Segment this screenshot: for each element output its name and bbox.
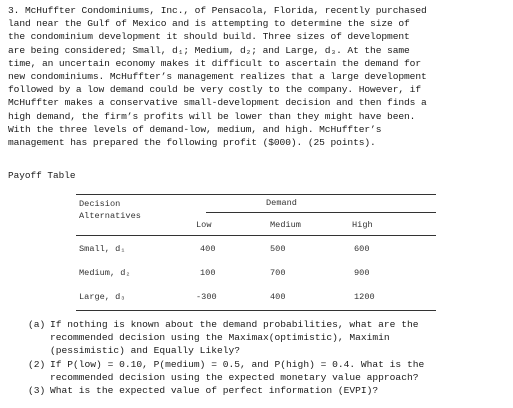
table-cell: 400: [200, 244, 216, 254]
problem-line: time, an uncertain economy makes it difficult to ascertain the demand for: [8, 57, 421, 69]
question-line: What is the expected value of perfect information (EVPI)?: [50, 385, 379, 397]
problem-line: land near the Gulf of Mexico and is attempting to determine the size of: [8, 18, 410, 30]
question-text: [50, 358, 508, 384]
question-text: [50, 318, 508, 358]
question-list: [28, 318, 508, 397]
question-line: (pessimistic) and Equally Likely?: [50, 345, 240, 357]
problem-line: With the three levels of demand-low, medium, and high. McHuffter’s: [8, 123, 382, 135]
column-header-low: Low: [196, 220, 212, 230]
table-header-row: [76, 195, 436, 221]
column-header-high: High: [352, 220, 373, 230]
question-number: (a): [28, 319, 46, 330]
question-item: [28, 384, 508, 397]
table-cell: 900: [354, 268, 370, 278]
table-cell: 100: [200, 268, 216, 278]
problem-line: 3. McHuffter Condominiums, Inc., of Pensacola, Florida, recently purchased: [8, 5, 427, 16]
row-label: Small, d₁: [79, 244, 126, 254]
problem-line: new condominiums. McHuffter’s management realizes that a large development: [8, 71, 427, 83]
table-row: [76, 236, 436, 260]
table-cell: -300: [196, 292, 217, 302]
table-caption: Payoff Table: [8, 170, 76, 181]
table-cell: 700: [270, 268, 286, 278]
demand-header: Demand: [266, 198, 297, 208]
problem-line: followed by a low demand could be very costly to the company. However, if: [8, 84, 421, 96]
question-item: [28, 358, 508, 384]
payoff-table: [76, 194, 436, 311]
problem-statement: [8, 4, 508, 149]
problem-line: management has prepared the following profit ($000). (25 points).: [8, 137, 376, 149]
question-number: (3): [28, 385, 46, 397]
question-item: [28, 318, 508, 358]
question-text: [50, 384, 508, 397]
table-cell: 600: [354, 244, 370, 254]
row-label: Medium, d₂: [79, 268, 131, 278]
problem-line: high demand, the firm’s profits will be lower than they might have been.: [8, 110, 416, 122]
decision-header: Decision Alternatives: [79, 199, 141, 221]
table-row: [76, 260, 436, 284]
column-header-medium: Medium: [270, 220, 301, 230]
demand-divider: [206, 212, 436, 213]
table-cell: 1200: [354, 292, 375, 302]
question-number: (2): [28, 358, 46, 370]
question-line: recommended decision using the expected monetary value approach?: [50, 371, 419, 383]
question-line: If nothing is known about the demand probabilities, what are the: [50, 319, 419, 330]
table-cell: 500: [270, 244, 286, 254]
row-label: Large, d₃: [79, 292, 126, 302]
question-line: recommended decision using the Maximax(optimistic), Maximin: [50, 332, 390, 344]
question-line: If P(low) = 0.10, P(medium) = 0.5, and P(high) = 0.4. What is the: [50, 358, 425, 370]
problem-line: are being considered; Small, d₁; Medium, d₂; and Large, d₃. At the same: [8, 44, 410, 56]
problem-line: McHuffter makes a conservative small-development decision and then finds a: [8, 97, 427, 109]
table-cell: 400: [270, 292, 286, 302]
table-column-header-row: [76, 217, 436, 236]
table-row: [76, 284, 436, 310]
problem-line: the condominium development it should build. Three sizes of development: [8, 31, 410, 43]
